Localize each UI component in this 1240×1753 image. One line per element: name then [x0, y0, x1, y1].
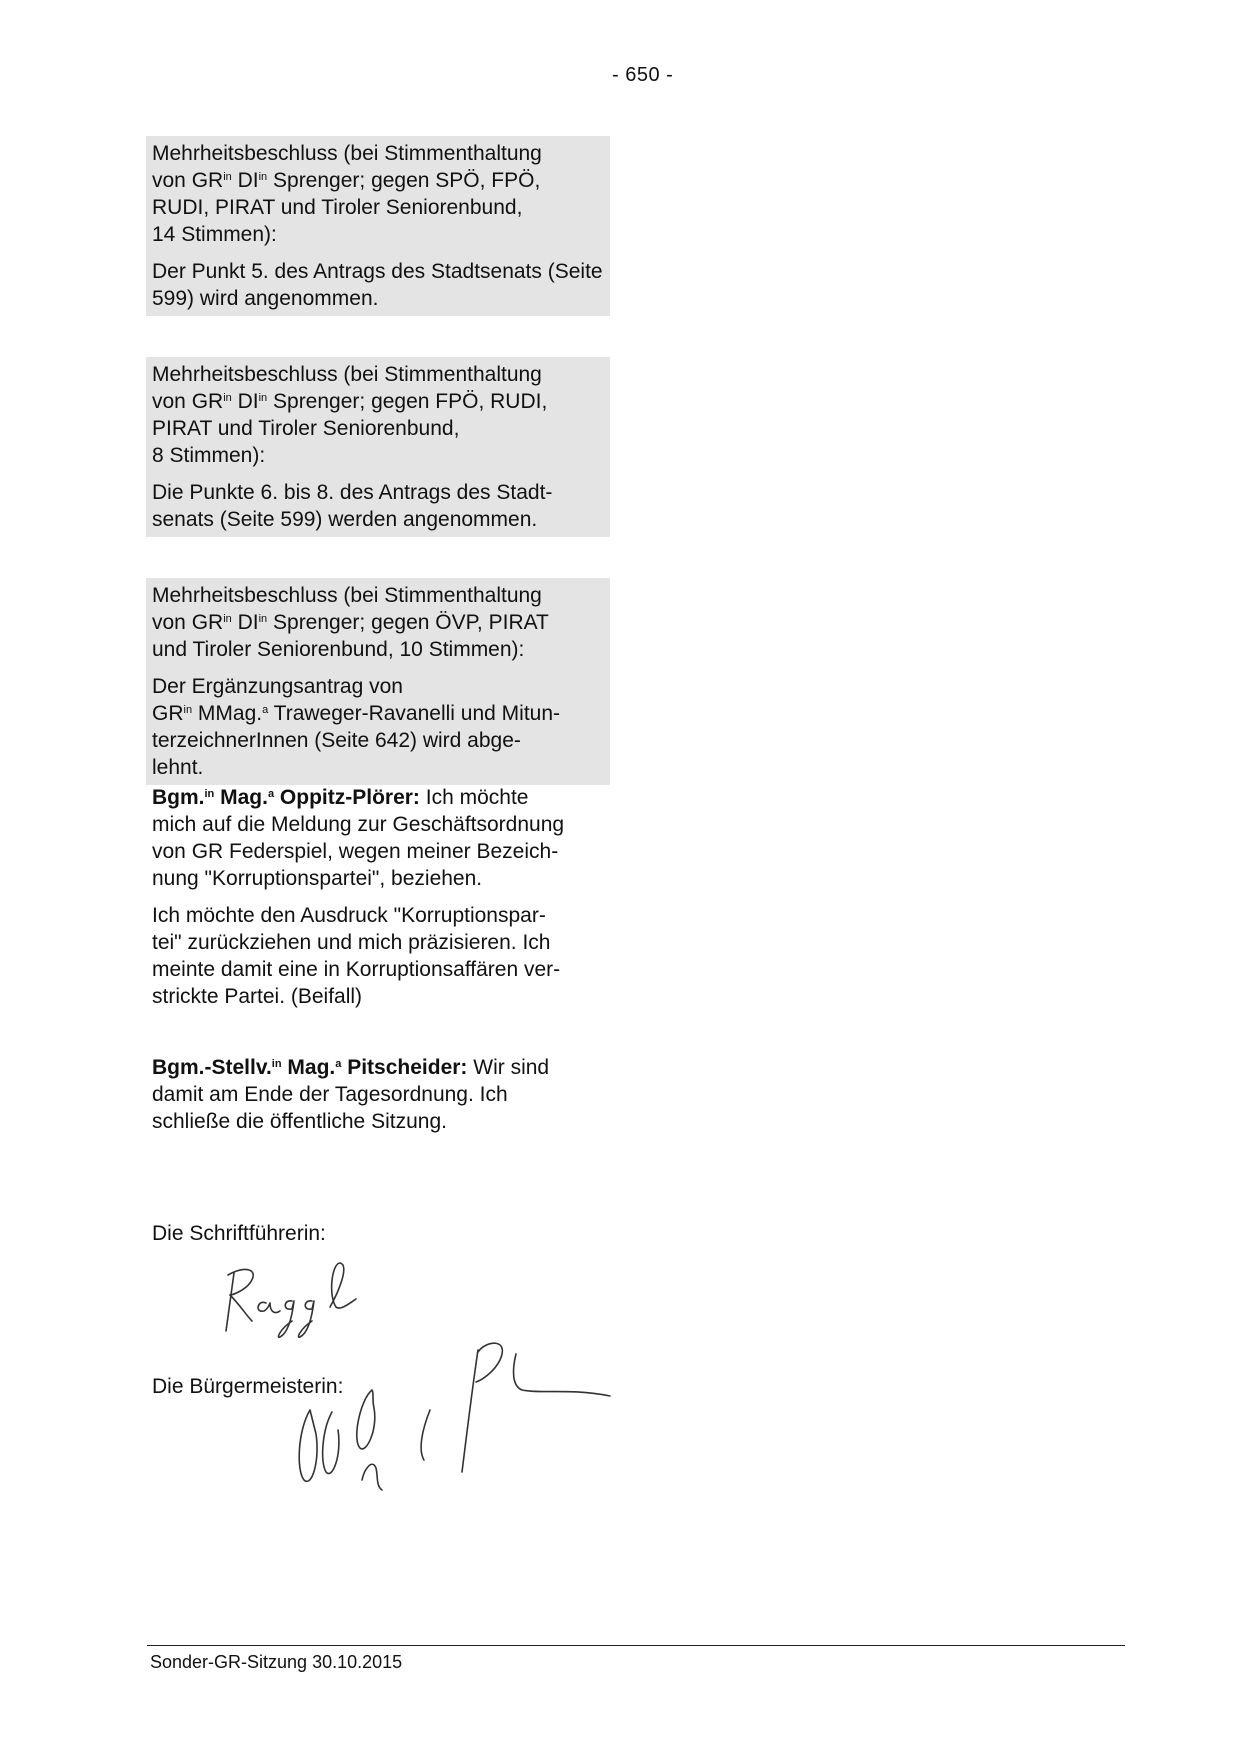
resolution-block-1 — [152, 136, 610, 316]
resolution-block-3 — [152, 578, 610, 785]
mayor-signature-image — [290, 1330, 630, 1520]
speech-paragraph: Bgm.$^{in}$ Mag.$^a$ Oppitz-Plörer: Ich möchte mich auf die Meldung zur Geschäftsordnung von GR Federspiel, wegen meiner Bezeich- nung "Korruptionspartei", beziehen. — [152, 786, 565, 890]
resolution-text: Mehrheitsbeschluss (bei Stimmenthaltung von $GR^{in}$ $DI^{in}$ Sprenger; gegen ÖVP, PIRAT und Tiroler Seniorenbund, 10 Stimmen): — [152, 584, 549, 661]
highlighted-resolution — [146, 578, 610, 785]
resolution-text: Mehrheitsbeschluss (bei Stimmenthaltung von $GR^{in}$ $DI^{in}$ Sprenger; gegen SPÖ, FPÖ, RUDI, PIRAT und Tiroler Seniorenbund, 14 Stimmen): — [152, 142, 542, 246]
highlighted-resolution — [146, 357, 610, 537]
speech-block-2 — [152, 1054, 610, 1135]
speaker-name: Bgm.$^{in}$ Mag.$^a$ Oppitz-Plörer: — [152, 786, 420, 809]
footer-divider — [147, 1645, 1125, 1646]
decision-text: Die Punkte 6. bis 8. des Antrags des Stadt- senats (Seite 599) werden angenommen. — [152, 481, 553, 531]
speech-paragraph: Bgm.-Stellv.$^{in}$ Mag.$^a$ Pitscheider: Wir sind damit am Ende der Tagesordnung. Ich schließe die öffentliche Sitzung. — [152, 1056, 550, 1133]
resolution-block-2 — [152, 357, 610, 537]
footer-session-info: Sonder-GR-Sitzung 30.10.2015 — [150, 1652, 403, 1672]
speaker-name: Bgm.-Stellv.$^{in}$ Mag.$^a$ Pitscheider: — [152, 1056, 468, 1079]
page-number: - 650 - — [612, 64, 674, 86]
decision-text: Der Ergänzungsantrag von $GR^{in}$ MMag.$^a$ Traweger-Ravanelli und Mitun- terzeichnerInnen (Seite 642) wird abge- lehnt. — [152, 675, 560, 779]
mayor-label: Die Bürgermeisterin: — [152, 1375, 344, 1398]
highlighted-resolution — [146, 136, 610, 316]
resolution-text: Mehrheitsbeschluss (bei Stimmenthaltung von $GR^{in}$ $DI^{in}$ Sprenger; gegen FPÖ, RUDI, PIRAT und Tiroler Seniorenbund, 8 Stimmen): — [152, 363, 548, 467]
decision-text: Der Punkt 5. des Antrags des Stadtsenats (Seite 599) wird angenommen. — [152, 260, 603, 310]
speech-paragraph: Ich möchte den Ausdruck "Korruptionspar- tei" zurückziehen und mich präzisieren. Ich meinte damit eine in Korruptionsaffären ver- strickte Partei. (Beifall) — [152, 904, 561, 1008]
speech-block-1 — [152, 784, 610, 1010]
secretary-label: Die Schriftführerin: — [152, 1222, 326, 1245]
